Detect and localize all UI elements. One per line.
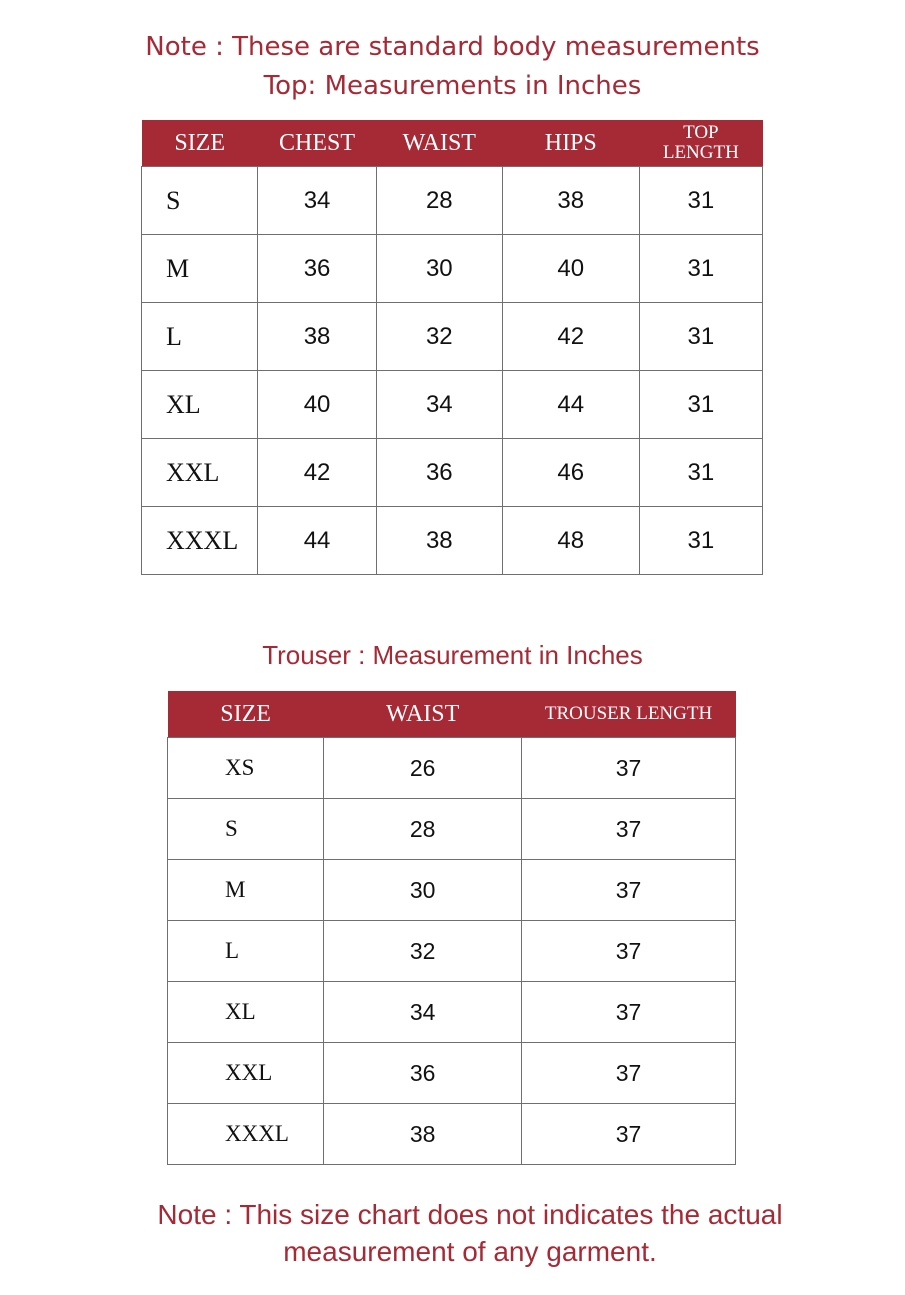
- table-row: [142, 371, 763, 439]
- table-row: [168, 921, 736, 982]
- chest-cell: 34: [258, 167, 376, 235]
- hips-cell: 46: [502, 439, 639, 507]
- top-length-cell: 31: [639, 167, 762, 235]
- table-row: [168, 738, 736, 799]
- waist-cell: 38: [324, 1104, 522, 1165]
- size-cell: XS: [168, 738, 324, 799]
- trouser-length-cell: 37: [522, 738, 736, 799]
- top-length-cell: 31: [639, 235, 762, 303]
- waist-cell: 38: [376, 507, 502, 575]
- disclaimer-line-1: Note : This size chart does not indicates the actual: [157, 1199, 783, 1230]
- top-length-cell: 31: [639, 439, 762, 507]
- waist-cell: 34: [324, 982, 522, 1043]
- hips-cell: 40: [502, 235, 639, 303]
- table-row: [142, 235, 763, 303]
- header-trouser-length: TROUSER LENGTH: [522, 691, 736, 738]
- size-cell: XXL: [142, 439, 258, 507]
- size-cell: M: [168, 860, 324, 921]
- hips-cell: 44: [502, 371, 639, 439]
- header-top-length: TOP LENGTH: [639, 120, 762, 167]
- waist-cell: 26: [324, 738, 522, 799]
- size-cell: S: [168, 799, 324, 860]
- table-row: [168, 799, 736, 860]
- table-row: [142, 439, 763, 507]
- size-cell: XL: [168, 982, 324, 1043]
- waist-cell: 30: [324, 860, 522, 921]
- size-cell: S: [142, 167, 258, 235]
- header-size: SIZE: [142, 120, 258, 167]
- note-line-1: Note : These are standard body measurements: [145, 32, 760, 62]
- trouser-size-table: [167, 691, 736, 1165]
- top-length-cell: 31: [639, 507, 762, 575]
- header-size: SIZE: [168, 691, 324, 738]
- header-waist: WAIST: [376, 120, 502, 167]
- table-row: [168, 1043, 736, 1104]
- table-row: [142, 507, 763, 575]
- size-cell: L: [168, 921, 324, 982]
- trouser-length-cell: 37: [522, 860, 736, 921]
- size-cell: XL: [142, 371, 258, 439]
- waist-cell: 36: [376, 439, 502, 507]
- waist-cell: 30: [376, 235, 502, 303]
- chest-cell: 44: [258, 507, 376, 575]
- waist-cell: 32: [324, 921, 522, 982]
- waist-cell: 36: [324, 1043, 522, 1104]
- size-cell: M: [142, 235, 258, 303]
- table-row: [142, 167, 763, 235]
- hips-cell: 48: [502, 507, 639, 575]
- waist-cell: 28: [324, 799, 522, 860]
- waist-cell: 32: [376, 303, 502, 371]
- top-table-title: Top: Measurements in Inches: [263, 71, 642, 101]
- top-table-header-row: [142, 120, 763, 167]
- waist-cell: 28: [376, 167, 502, 235]
- table-row: [168, 860, 736, 921]
- size-cell: XXXL: [168, 1104, 324, 1165]
- header-hips: HIPS: [502, 120, 639, 167]
- size-cell: L: [142, 303, 258, 371]
- hips-cell: 38: [502, 167, 639, 235]
- size-cell: XXL: [168, 1043, 324, 1104]
- top-length-cell: 31: [639, 371, 762, 439]
- top-size-table: [141, 120, 763, 575]
- table-row: [168, 982, 736, 1043]
- trouser-table-header-row: [168, 691, 736, 738]
- trouser-length-cell: 37: [522, 921, 736, 982]
- disclaimer-note: [0, 1196, 905, 1270]
- trouser-length-cell: 37: [522, 1104, 736, 1165]
- header-chest: CHEST: [258, 120, 376, 167]
- trouser-length-cell: 37: [522, 982, 736, 1043]
- trouser-table-title: Trouser : Measurement in Inches: [262, 640, 643, 670]
- chest-cell: 42: [258, 439, 376, 507]
- size-cell: XXXL: [142, 507, 258, 575]
- standard-measurements-note: [0, 28, 905, 106]
- trouser-length-cell: 37: [522, 1043, 736, 1104]
- table-row: [168, 1104, 736, 1165]
- chest-cell: 40: [258, 371, 376, 439]
- waist-cell: 34: [376, 371, 502, 439]
- table-row: [142, 303, 763, 371]
- trouser-length-cell: 37: [522, 799, 736, 860]
- hips-cell: 42: [502, 303, 639, 371]
- chest-cell: 38: [258, 303, 376, 371]
- header-waist: WAIST: [324, 691, 522, 738]
- top-length-cell: 31: [639, 303, 762, 371]
- chest-cell: 36: [258, 235, 376, 303]
- disclaimer-line-2: measurement of any garment.: [283, 1236, 657, 1267]
